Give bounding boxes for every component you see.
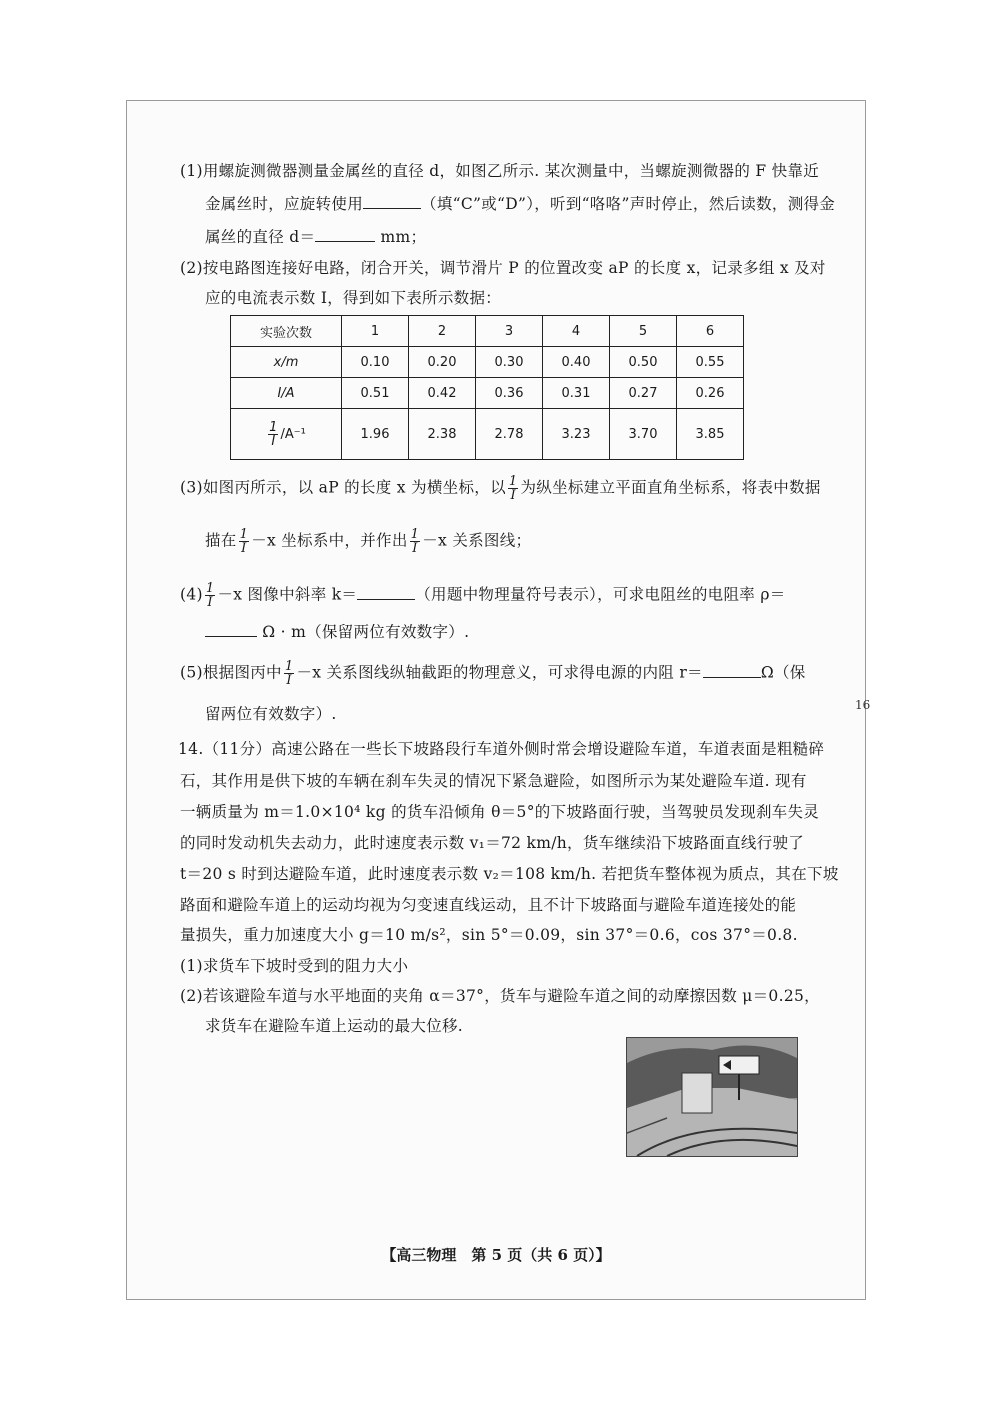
table-cell: 0.31 (543, 378, 610, 409)
q13-part5-text-a: (5)根据图丙中 (180, 663, 282, 682)
q13-part1-line2-text-b: （填“C”或“D”），听到“咯咯”声时停止，然后读数，测得金 (421, 195, 836, 213)
q13-part3-text-d: －x 坐标系中，并作出 (251, 531, 408, 550)
q13-part5-line1 (180, 660, 806, 687)
q13-part4-line2 (205, 621, 469, 643)
table-cell: 2 (409, 316, 476, 347)
q13-part5-text-c: Ω（保 (760, 663, 806, 682)
table-cell: 0.55 (677, 347, 744, 378)
q13-part1-line2-text-a: 金属丝时，应旋转使用 (205, 195, 364, 213)
fraction-1-over-i: $\frac{1}{I}$ (239, 527, 249, 556)
table-cell: 1.96 (342, 409, 409, 460)
q13-part3-line1 (180, 475, 821, 502)
table-cell: 5 (610, 316, 677, 347)
q13-part4-text-d: Ω · m（保留两位有效数字）. (262, 623, 470, 641)
fraction-1-over-i: $\frac{1}{I}$ (205, 581, 215, 610)
table-cell: 3.70 (610, 409, 677, 460)
table-cell: 0.26 (677, 378, 744, 409)
q13-part5-text-b: －x 关系图线纵轴截距的物理意义，可求得电源的内阻 r＝ (296, 663, 703, 682)
table-row (231, 378, 744, 409)
q14-subq2-cont: 求货车在避险车道上运动的最大位移. (205, 1017, 464, 1035)
q13-part4-line1 (180, 582, 786, 609)
q13-part4-text-c: （用题中物理量符号表示），可求电阻丝的电阻率 ρ＝ (415, 585, 786, 604)
q14-line1: 14.（11分）高速公路在一些长下坡路段行车道外侧时常会增设避险车道，车道表面是粗糙碎 (178, 740, 825, 758)
q13-part3-text-c: 描在 (205, 531, 237, 550)
table-cell: 0.30 (476, 347, 543, 378)
table-cell: 0.51 (342, 378, 409, 409)
q13-part3-text-a: (3)如图丙所示，以 aP 的长度 x 为横坐标，以 (180, 478, 506, 497)
q13-part1-line3-text-a: 属丝的直径 d＝ (205, 228, 316, 246)
answer-blank-3[interactable] (357, 585, 415, 600)
fraction-1-over-i: $\frac{1}{I}$ (269, 419, 278, 449)
table-cell: 2.78 (476, 409, 543, 460)
table-cell: 0.50 (610, 347, 677, 378)
runaway-ramp-photo (626, 1037, 798, 1157)
fraction-1-over-i: $\frac{1}{I}$ (410, 527, 420, 556)
table-cell: 0.27 (610, 378, 677, 409)
answer-blank-5[interactable] (703, 663, 761, 678)
q13-part1-line3 (205, 226, 426, 248)
q14-subq1: (1)求货车下坡时受到的阻力大小 (180, 957, 409, 975)
table-cell: 0.42 (409, 378, 476, 409)
q13-part2-line1: (2)按电路图连接好电路，闭合开关，调节滑片 P 的位置改变 aP 的长度 x，记录多组 x 及对 (180, 259, 826, 277)
table-cell: 3.85 (677, 409, 744, 460)
table-row-label: I/A (231, 378, 342, 409)
q14-line5: t＝20 s 时到达避险车道，此时速度表示数 v₂＝108 km/h. 若把货车整体视为质点，其在下坡 (180, 865, 839, 883)
table-cell: 0.36 (476, 378, 543, 409)
q13-part1-line3-text-b: mm； (380, 228, 427, 246)
q13-part2-line2: 应的电流表示数 I，得到如下表所示数据： (205, 289, 502, 307)
table-cell: 实验次数 (231, 316, 342, 347)
q13-part4-text-b: －x 图像中斜率 k＝ (217, 585, 358, 604)
q14-line2: 石，其作用是供下坡的车辆在刹车失灵的情况下紧急避险，如图所示为某处避险车道. 现有 (180, 772, 807, 790)
table-cell: 3 (476, 316, 543, 347)
answer-blank-2[interactable] (315, 227, 375, 242)
fraction-1-over-i: $\frac{1}{I}$ (508, 474, 518, 503)
q13-part3-line2 (205, 528, 531, 555)
table-cell: 4 (543, 316, 610, 347)
data-table (230, 315, 744, 460)
q14-line3: 一辆质量为 m＝1.0×10⁴ kg 的货车沿倾角 θ＝5°的下坡路面行驶，当驾驶员发现刹车失灵 (180, 803, 820, 821)
q13-part1-line1: (1)用螺旋测微器测量金属丝的直径 d，如图乙所示. 某次测量中，当螺旋测微器的 F 快靠近 (180, 162, 820, 180)
q13-part4-text-a: (4) (180, 585, 203, 604)
table-cell: 2.38 (409, 409, 476, 460)
q13-part3-text-e: －x 关系图线； (422, 531, 532, 550)
table-cell: 3.23 (543, 409, 610, 460)
page-footer: 【高三物理 第 5 页（共 6 页）】 (381, 1246, 611, 1264)
q13-part1-line2 (205, 193, 835, 215)
answer-blank-1[interactable] (363, 194, 421, 209)
q13-part5-line2: 留两位有效数字）. (205, 705, 337, 723)
q14-subq2: (2)若该避险车道与水平地面的夹角 α＝37°，货车与避险车道之间的动摩擦因数 μ＝0.25， (180, 987, 820, 1005)
table-cell: 0.40 (543, 347, 610, 378)
table-row (231, 347, 744, 378)
table-header-row (231, 316, 744, 347)
runaway-ramp-illustration (627, 1038, 797, 1156)
table-cell: 0.20 (409, 347, 476, 378)
q14-line6: 路面和避险车道上的运动均视为匀变速直线运动，且不计下坡路面与避险车道连接处的能 (180, 896, 797, 914)
q13-part3-text-b: 为纵坐标建立平面直角坐标系，将表中数据 (520, 478, 821, 497)
unit-label: /A⁻¹ (280, 426, 306, 442)
margin-mark: 16 (855, 698, 871, 712)
table-cell: 1 (342, 316, 409, 347)
answer-blank-4[interactable] (205, 622, 257, 637)
fraction-1-over-i: $\frac{1}{I}$ (284, 659, 294, 688)
q14-line4: 的同时发动机失去动力，此时速度表示数 v₁＝72 km/h，货车继续沿下坡路面直线行驶了 (180, 834, 805, 852)
table-cell: 0.10 (342, 347, 409, 378)
q14-line7: 量损失，重力加速度大小 g＝10 m/s²，sin 5°＝0.09，sin 37°＝0.6，cos 37°＝0.8. (180, 926, 798, 944)
table-row-label: x/m (231, 347, 342, 378)
table-row (231, 409, 744, 460)
table-row-label (231, 409, 342, 460)
table-cell: 6 (677, 316, 744, 347)
